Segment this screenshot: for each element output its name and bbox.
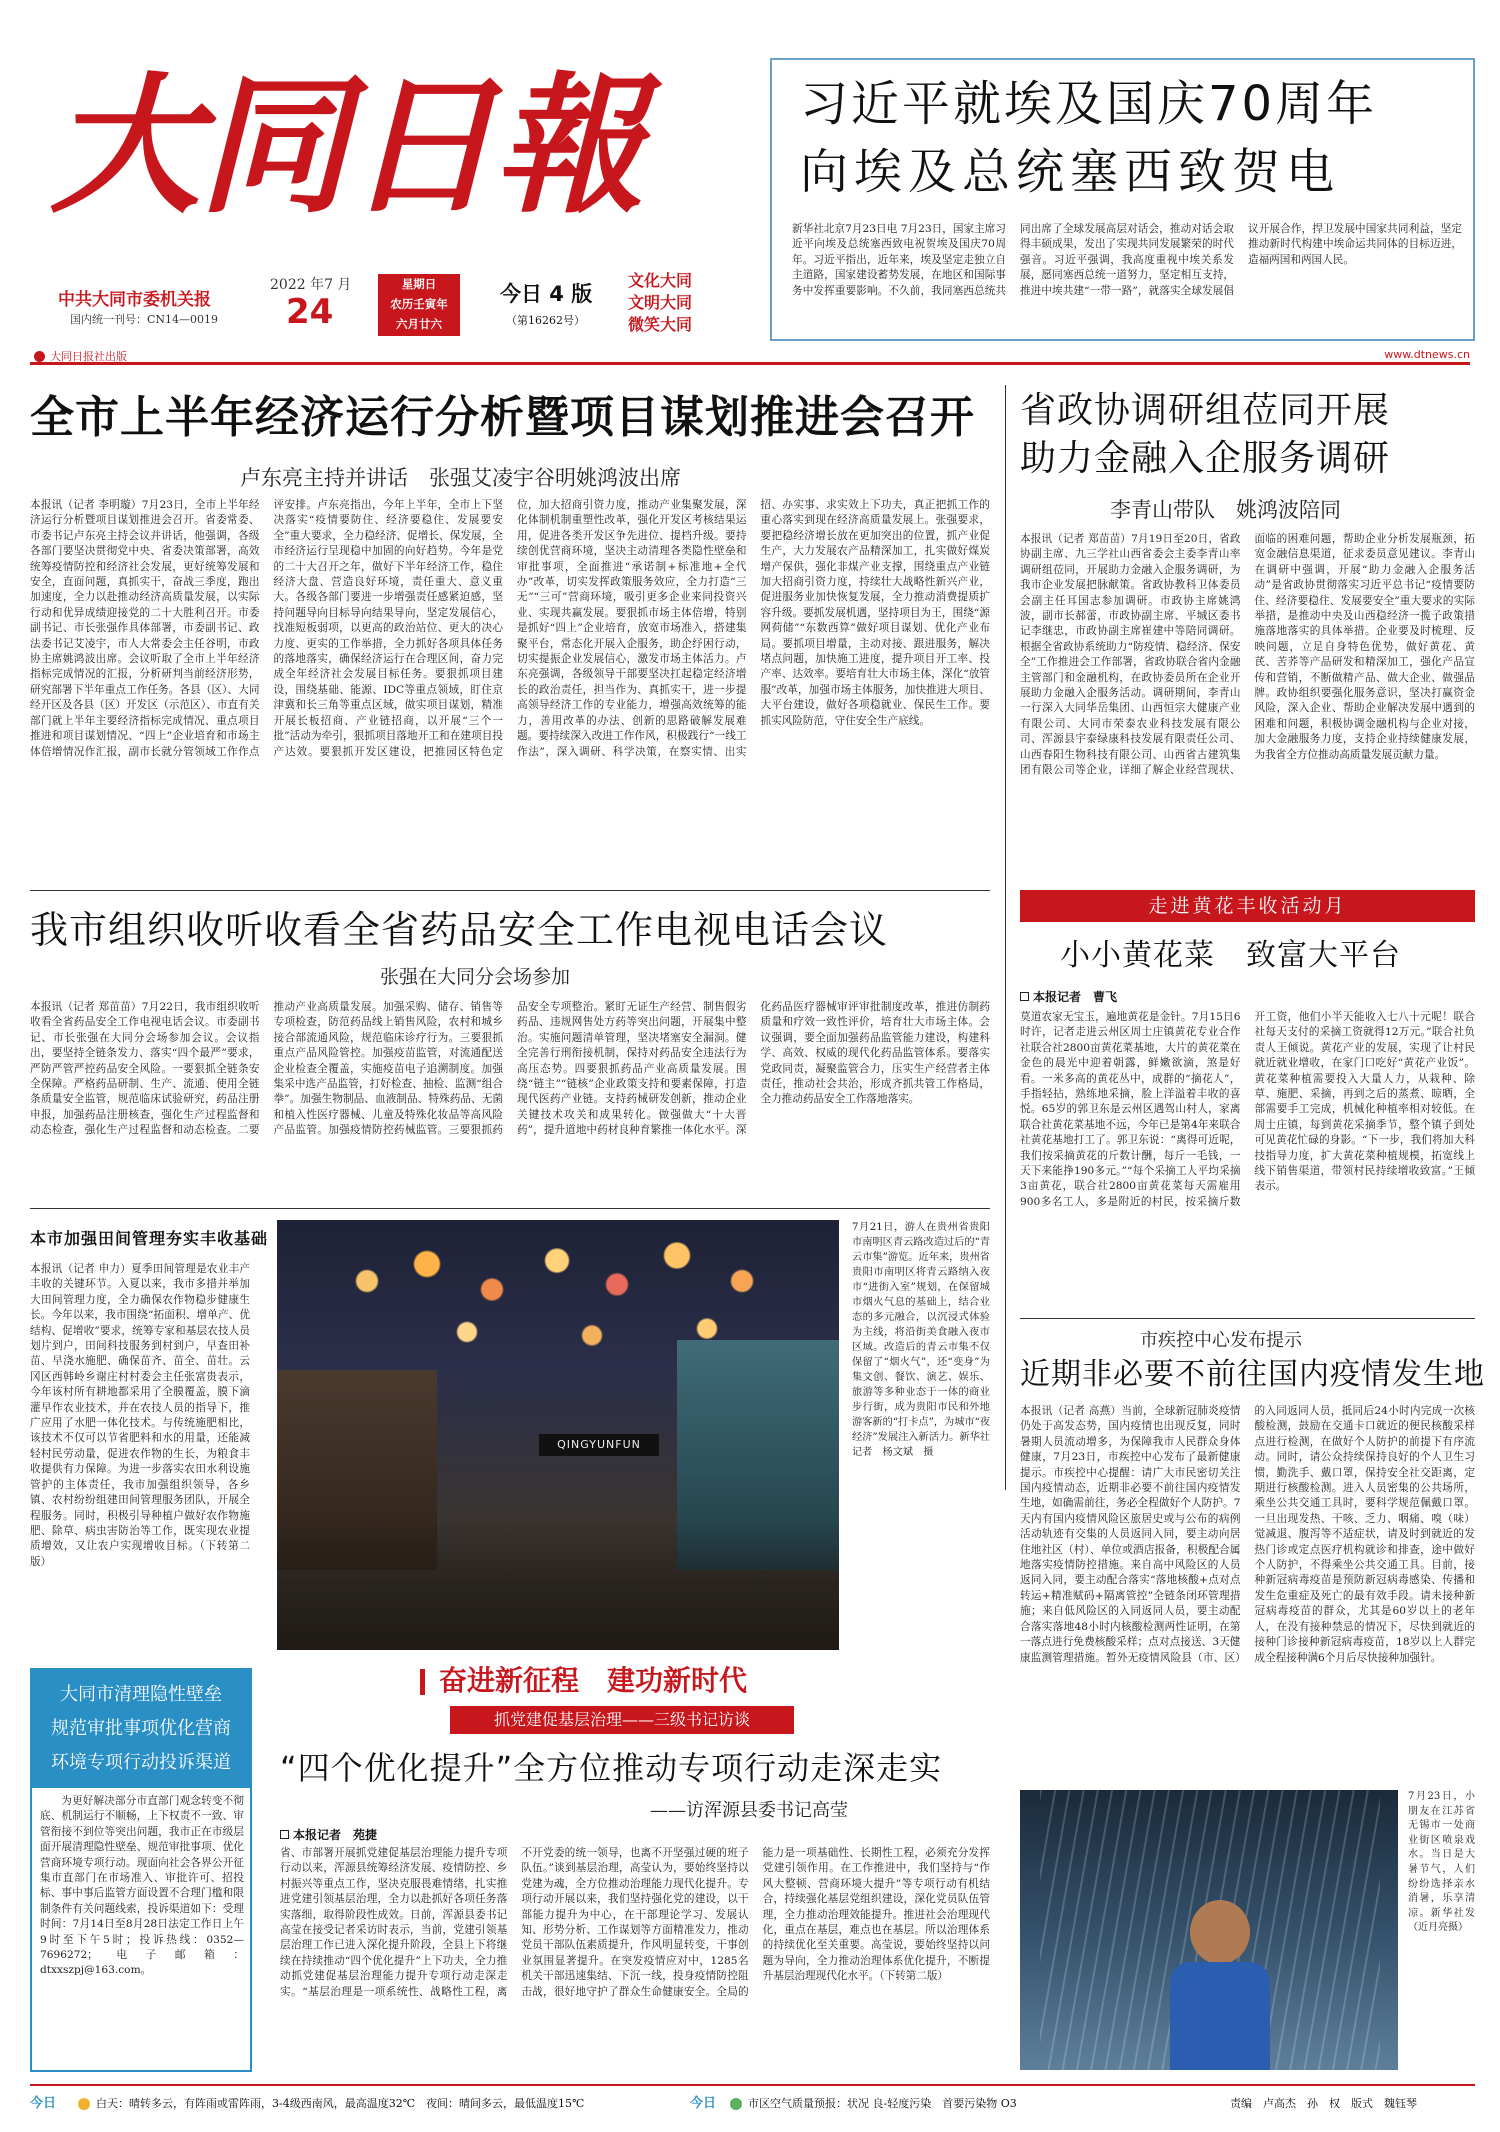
press-label: 大同日报社出版	[50, 350, 127, 363]
right-article-title-line1: 省政协调研组莅同开展	[1020, 390, 1391, 431]
campaign-sub-banner-text: 抓党建促基层治理——三级书记访谈	[493, 1710, 750, 1729]
weather-icon	[78, 2098, 90, 2110]
top-story	[770, 58, 1475, 341]
drug-article-title: 我市组织收听收看全省药品安全工作电视电话会议	[30, 908, 889, 952]
footer-weather: 白天：晴转多云，有阵雨或雷阵雨，3-4级西南风，最高温度32℃ 夜间：晴间多云，最低温度15℃	[96, 2097, 585, 2110]
date-box	[268, 274, 613, 340]
lead-article-body: 本报讯（记者 李明璇）7月23日，全市上半年经济运行分析暨项目谋划推进会召开。省委常委、市委书记卢东亮主持会议并讲话，他强调，各级各部门要坚决贯彻党中央、省委决策部署，高效统筹疫情防控和经济社会发展，更好统筹发展和安全，直面问题，真抓实干，奋战三季度，跑出加速度，全力以赴推动经济高质量发展，以实际行动和优异成绩迎接党的二十大胜利召开。市委副书记、市长张强作具体部署，市委副书记、政法委书记艾凌宇，市人大常委会主任谷明，市政协主席姚鸿波出席。会议听取了全市上半年经济指标完成情况的汇报，分析研判当前经济形势，研究部署下半年重点工作任务。各县（区）、大同经开区及各县（区）开发区（示范区）、市直有关部门就上半年主要经济指标完成情况、重点项目推进和项目谋划情况、“四上”企业培育和市场主体倍增情况作汇报，副市长就分管领域工作作点评安排。卢东亮指出，今年上半年，全市上下坚决落实“疫情要防住、经济要稳住、发展要安全”重大要求，全力稳经济、促增长、保发展，全市经济运行呈现稳中加固的向好趋势。今年是党的二十大召开之年，做好下半年经济工作，稳住经济大盘、营造良好环境，责任重大、意义重大。各级各部门要进一步增强责任感紧迫感，坚持问题导向目标导向结果导向，坚定发展信心，找准短板弱项，以更高的政治站位、更大的决心力度、更实的工作举措，全力抓好各项具体任务的落地落实，确保经济运行在合理区间，奋力完成全年经济社会发展目标任务。要狠抓项目建设，围绕基础、能源、IDC等重点领域，盯住京津冀和长三角等重点区域，做实项目谋划，精准开展长板招商、产业链招商，以开展“三个一批”活动为牵引，狠抓项目落地开工和在建项目投产达效。要狠抓开发区建设，把推园区特色定位，加大招商引资力度，推动产业集聚发展，深化体制机制重塑性改革，强化开发区考核结果运用，促进各类开发区争先进位、提档升级。要持续创优营商环境，坚决主动清理各类隐性壁垒和审批事项，全面推进“承诺制+标准地+全代办”改革，切实发挥政策服务效应，全力打造“三无”“三可”营商环境，吸引更多企业来同投资兴业、实现共赢发展。要狠抓市场主体倍增，特别是抓好“四上”企业培育，放宽市场准入，搭建集聚平台，常态化开展入企服务，助企纾困行动，切实提振企业发展信心，激发市场主体活力。卢东亮强调，各级领导干部要坚决扛起稳定经济增长的政治责任，担当作为、真抓实干，进一步提高领导经济工作的专业能力，增强高效统筹的能力，善用改革的办法、创新的思路破解发展难题。要持续深入改进工作作风，积极践行“一线工作法”，深入调研、科学决策，在察实情、出实招、办实事、求实效上下功夫，真正把抓工作的重心落实到现在经济高质量发展上。张强要求，要把稳经济增长放在更加突出的位置，抓产业促生产，大力发展农产品精深加工，扎实做好煤炭增产保供，强化非煤产业支撑，围绕重点产业链加大招商引资力度，持续壮大战略性新兴产业，促进服务业加快恢复发展，全力推动消费提质扩容升级。要抓发展机遇，坚持项目为王，围绕“源网荷储”“东数西算”做好项目谋划、优化产业布局。要抓项目增量，主动对接、跟进服务，解决堵点问题，加快施工进度，提升项目开工率、投产率、达效率。要培育壮大市场主体，深化“放管服”改革，加强市场主体服务，加快推进大项目、大平台建设，做好各项稳就业、保民生工作。要抓实风险防范，守住安全生产底线。	[30, 499, 990, 758]
huanghua-banner-text: 走进黄花丰收活动月	[1148, 895, 1347, 917]
crowd	[277, 1520, 839, 1650]
campaign-byline	[280, 1826, 377, 1843]
fountain-child-photo	[1020, 1790, 1398, 2070]
huanghua-byline	[1020, 988, 1117, 1005]
epidemic-body: 本报讯（记者 高燕）当前，全球新冠肺炎疫情仍处于高发态势，国内疫情也出现反复，同时暑期人员流动增多，为保障我市人民群众身体健康，7月23日，市疾控中心发布了最新健康提示。市疾控中心提醒：请广大市民密切关注国内疫情动态，近期非必要不前往国内疫情发生地，如确需前往，务必全程做好个人防护。7天内有国内疫情风险区旅居史或与公布的病例活动轨迹有交集的人员返同入同，要主动向居住地社区（村）、单位或酒店报备，积极配合属地落实疫情防控措施。来自高中风险区的人员返同入同，要主动配合落实“落地核酸+点对点转运+精准赋码+隔离管控”全链条闭环管理措施；来自低风险区的入同返同人员，要主动配合落实落地48小时内核酸检测两性证明，在第一落点进行免费核酸采样；点对点接送、3天健康监测管理措施。暂外无疫情风险县（市、区）的入同返同人员，抵同后24小时内完成一次核酸检测，鼓励在交通卡口就近的便民核酸采样点进行检测，在做好个人防护的前提下有序流动。同时，请公众持续保持良好的个人卫生习惯，勤洗手、戴口罩，保持安全社交距离，定期进行核酸检测。进入人员密集的公共场所，乘坐公共交通工具时，要科学规范佩戴口罩。一旦出现发热、干咳、乏力、咽痛、嗅（味）觉减退、腹泻等不适症状，请及时到就近的发热门诊或定点医疗机构就诊和排查，途中做好个人防护，不得乘坐公共交通工具。目前，接种新冠病毒疫苗是预防新冠病毒感染、传播和发生危重症及死亡的最有效手段。请未接种新冠病毒疫苗的群众，尤其是60岁以上的老年人，在没有接种禁忌的情况下，尽快到就近的接种门诊接种新冠病毒疫苗，18岁以上人群完成全程接种满6个月后尽快接种加强针。	[1020, 1405, 1475, 1664]
footer-today-label-2: 今日	[690, 2096, 717, 2111]
weekday: 星期日	[401, 277, 437, 291]
campaign-bar-icon	[420, 1669, 425, 1695]
epidemic-title: 近期非必要不前往国内疫情发生地	[1020, 1357, 1485, 1392]
footer-rule	[30, 2084, 1475, 2086]
slogan-culture: 文化大同	[628, 271, 693, 290]
child-caption: 7月23日，小朋友在江苏省无锡市一处商业街区喷泉戏水。当日是大暑节气，人们纷纷选择亲水消暑，乐享清凉。新华社发（近月亮摄）	[1408, 1791, 1475, 1934]
slogan-smile: 微笑大同	[628, 315, 693, 334]
footer-today-label: 今日	[30, 2096, 57, 2111]
campaign-byline-text: 本报记者 苑捷	[293, 1828, 378, 1842]
huanghua-body: 莫道农家无宝玉，遍地黄花是金针。7月15日6时许，记者走进云州区周士庄镇黄花专业合作社联合社2800亩黄花菜基地，大片的黄花菜在金色的晨光中迎着朝露，鲜嫩欲滴，煞是好看。一米多高的黄花丛中，成群的“摘花人”，手指轻拈，熟练地采摘，脸上洋溢着丰收的喜悦。65岁的郭卫东是云州区遇驾山村人，家离联合社黄花菜基地不远，今年已是第4年来联合社黄花基地打工了。郭卫东说：“离得可近呢，我们按采摘黄花的斤数计酬，每斤一毛钱，一天下来能挣190多元。”“每个采摘工人平均采摘3亩黄花，联合社2800亩黄花菜每天需雇用900多名工人，多是附近的村民，按采摘斤数开工资，他们小半天能收入七八十元呢！联合社每天支付的采摘工资就得12万元。”联合社负责人王倾说。黄花产业的发展，实现了让村民就近就业增收，在家门口吃好“黄花产业饭”。黄花菜种植需要投入大量人力，从栽种、除草、施肥、采摘，再到之后的蒸煮、晾晒，全部需要手工完成，机械化种植率相对较低。在周士庄镇，每到黄花采摘季节，整个镇子到处可见黄花忙碌的身影。“下一步，我们将加大科技指导力度，扩大黄花菜种植规模，拓宽线上线下销售渠道，带领村民持续增收致富。”王倾表示。	[1020, 1011, 1475, 1208]
hidden-barriers-title-line2: 规范审批事项优化营商	[51, 1718, 231, 1739]
campaign-subtitle: ——访浑源县委书记高莹	[650, 1800, 848, 1821]
hidden-barriers-body: 为更好解决部分市直部门观念转变不彻底、机制运行不顺畅，上下权责不一致、审管衔接不到位等突出问题，我市正在市级层面开展清理隐性壁垒、规范审批事项、优化营商环境专项行动。现面向社会各界公开征集市直部门在市场准入、审批许可、招投标、事中事后监管方面设置不合理门槛和限制条件有关问题线索，投诉渠道如下：受理时间：7月14日至8月28日法定工作日上午9时至下午5时；投诉热线：0352—7696272；电子邮箱：dtxxszpj@163.com。	[40, 1795, 244, 1977]
shop-sign: QINGYUNFUN	[539, 1434, 659, 1456]
issue-number: （第16262号）	[506, 314, 585, 327]
lead-article-subtitle: 卢东亮主持并讲话 张强艾凌宇谷明姚鸿波出席	[240, 466, 681, 490]
website[interactable]: www.dtnews.cn	[1384, 348, 1470, 361]
huanghua-byline-text: 本报记者 曹飞	[1033, 990, 1118, 1004]
publisher-label: 中共大同市委机关报	[58, 290, 211, 310]
lunar-year: 农历壬寅年	[390, 297, 448, 311]
top-story-body: 新华社北京7月23日电 7月23日，国家主席习近平向埃及总统塞西致电祝贺埃及国庆70周年。习近平指出，近年来，埃及坚定走独立自主道路，国家建设蓄势发展，在地区和国际事务中发挥重要影响。不久前，我同塞西总统共同出席了全球发展高层对话会，推动对话会取得丰硕成果，发出了实现共同发展繁荣的时代强音。习近平强调，我高度重视中埃关系发展，愿同塞西总统一道努力，坚定相互支持，推进中埃共建“一带一路”，就落实全球发展倡议开展合作，捍卫发展中国家共同利益，坚定推动新时代构建中埃命运共同体的目标迈进，造福两国和两国人民。	[792, 223, 1462, 297]
hidden-barriers-title-line1: 大同市清理隐性壁垒	[60, 1684, 222, 1705]
slogan-civility: 文明大同	[628, 293, 693, 312]
weekday-box	[378, 274, 460, 336]
huanghua-title: 小小黄花菜 致富大平台	[1060, 938, 1401, 973]
drug-article-subtitle: 张强在大同分会场参加	[380, 966, 571, 988]
column-divider	[1005, 385, 1006, 1490]
square-icon	[280, 1830, 289, 1839]
child-body	[1170, 1962, 1270, 2070]
campaign-banner	[420, 1662, 860, 1700]
square-icon	[1020, 992, 1029, 1001]
right-article-body: 本报讯（记者 郑苗苗）7月19日至20日，省政协副主席、九三学社山西省委会主委李青山率调研组莅同，开展助力金融入企服务调研，为我市企业发展把脉献策。省政协教科卫体委员会副主任耳国志参加调研。市政协主席姚鸿波，副市长郝蕾，市政协副主席、平城区委书记李继忠，市政协副主席崔建中等陪同调研。根据全省政协系统助力“防疫情、稳经济、保安全”工作推进会工作部署，省政协联合省内金融主管部门和金融机构，在政协委员所在企业开展助力金融入企服务活动。调研期间，李青山一行深入大同华岳集团、山西恒宗大健康产业有限公司、大同市荣泰农业科技发展有限公司、浑源县宇泰绿康科技发展有限责任公司、山西春阳生物科技有限公司、山西省古建筑集团有限公司等企业，详细了解企业经营现状、面临的困难问题，帮助企业分析发展瓶颈，拓宽金融信息渠道，征求委员意见建议。李青山在调研中强调，开展“助力金融入企服务活动”是省政协贯彻落实习近平总书记“疫情要防住、经济要稳住、发展要安全”重大要求的实际举措，是推动中央及山西稳经济一揽子政策措施落地落实的具体举措。企业要及时梳理、反映问题，立足自身特色优势，做好黄花、黄芪、苦荞等产品研发和精深加工，强化产品宣传和营销，不断做精产品、做大企业、做强品牌。政协组织要强化服务意识，坚决打赢资金风险，深入企业、帮助企业解决发展中遇到的困难和问题，积极协调金融机构与企业对接，加大金融服务力度，支持企业持续健康发展，为我省全方位推动高质量发展贡献力量。	[1020, 533, 1475, 777]
footer	[30, 2092, 1475, 2116]
top-story-title-line2: 向埃及总统塞西致贺电	[800, 144, 1341, 200]
press-icon	[34, 351, 45, 362]
farmland-title: 本市加强田间管理夯实丰收基础	[30, 1229, 269, 1248]
campaign-title: “四个优化提升”全方位推动专项行动走深走实	[280, 1749, 943, 1787]
campaign-body: 省、市部署开展抓党建促基层治理能力提升专项行动以来，浑源县统筹经济发展、疫情防控、乡村振兴等重点工作，坚决克服畏难情绪，扎实推进党建引领基层治理，全力以赴抓好各项任务落实落细，取得阶段性成效。日前，浑源县委书记高莹在接受记者采访时表示，当前，党建引领基层治理工作已进入深化提升阶段，全县上下将继续在持续推动“四个优化提升”上下功夫，全力推动抓党建促基层治理能力提升专项行动走深走实。“基层治理是一项系统性、战略性工程，离不开党委的统一领导，也离不开坚强过硬的班子队伍。”谈到基层治理，高莹认为，要始终坚持以党建为魂，全方位推动治理能力现代化提升。专项行动开展以来，我们坚持强化党的建设，以干部能力提升为中心，在干部理论学习、发展认知、形势分析、工作谋划等方面精准发力，推动党员干部队伍素质提升，作风明显转变，干事创业氛围显著提升。在突发疫情应对中，1285名机关干部迅速集结、下沉一线，投身疫情防控阻击战，很好地守护了群众生命健康安全。全局的能力是一项基础性、长期性工程，必须充分发挥党建引领作用。在工作推进中，我们坚持与“作风大整顿、营商环境大提升”等专项行动有机结合，持续强化基层党组织建设，深化党员队伍管理，全力推动治理效能提升。推进社会治理现代化，重点在基层，难点也在基层。所以治理体系的持续优化至关重要。高莹说，要始终坚持以问题为导向，全力推动治理体系优化提升，不断提升基层治理现代化水平。（下转第二版）	[280, 1847, 990, 1998]
lead-article-title: 全市上半年经济运行分析暨项目谋划推进会召开	[30, 392, 975, 443]
photo-caption: 7月21日，游人在贵州省贵阳市南明区青云路改造过后的“青云市集”游览。近年来，贵州省贵阳市南明区将青云路纳入夜市“进街入室”规划，在保留城市烟火气息的基础上，结合业态的多元融合，以沉浸式体验为主线，将沿街美食融入夜市区域。改造后的青云市集不仅保留了“烟火气”，还“变身”为集文创、餐饮、演艺、娱乐、旅游等多种业态于一体的商业步行街，成为贵阳市民和外地游客新的“打卡点”，为城市“夜经济”发展注入新活力。新华社记者 杨文斌 摄	[852, 1222, 990, 1458]
child-head	[1190, 1900, 1250, 1964]
pages-count: 今日 4 版	[500, 282, 593, 306]
campaign-sub-banner	[450, 1706, 794, 1734]
divider	[30, 890, 990, 891]
footer-air-quality: 市区空气质量预报：状况 良-轻度污染 首要污染物 O3	[748, 2097, 1017, 2110]
top-story-title-line1: 习近平就埃及国庆70周年	[800, 76, 1378, 132]
divider	[30, 1208, 990, 1209]
lunar-day: 六月廿六	[396, 317, 442, 331]
divider	[1020, 1318, 1475, 1319]
hidden-barriers-box	[30, 1668, 252, 2072]
air-quality-icon	[730, 2098, 742, 2110]
hidden-barriers-title	[32, 1670, 250, 1788]
footer-editors: 责编 卢高杰 孙 权 版式 魏钰琴	[1230, 2097, 1417, 2110]
masthead-red-bar	[30, 348, 1470, 365]
hidden-barriers-title-line3: 环境专项行动投诉渠道	[51, 1752, 231, 1773]
market-street-photo	[277, 1220, 839, 1650]
slogans	[628, 270, 692, 336]
year-month: 2022 年7 月	[270, 277, 352, 293]
huanghua-banner	[1020, 890, 1475, 922]
newspaper-logo: 大同日報	[50, 58, 643, 234]
right-article-subtitle: 李青山带队 姚鸿波陪同	[1110, 498, 1341, 522]
drug-article-body: 本报讯（记者 郑苗苗）7月22日，我市组织收听收看全省药品安全工作电视电话会议。市委副书记、市长张强在大同分会场参加会议。会议指出，要坚持全链条发力、落实“四个最严”要求，严防严管严控药品安全风险。一要狠抓全链条安全保障。严格药品研制、生产、流通、使用全链条质量安全监管，规范临床试验研究，药品注册申报，加强药品注册核查，强化生产过程监督和动态检查，强化生产过程监督和动态检查。二要推动产业高质量发展。加强采购、储存、销售等专项检查，防范药品线上销售风险，农村和城乡接合部流通风险，规范临床诊疗行为。三要狠抓重点产品风险管控。加强疫苗监管，对流通配送企业检查全覆盖，实施疫苗电子追溯制度。加强集采中选产品监管，打好检查、抽检、监测“组合拳”。加强生物制品、血液制品、特殊药品、无菌和植入性医疗器械、儿童及特殊化妆品等高风险产品监管。加强疫情防控药械监管。三要狠抓药品安全专项整治。紧盯无证生产经营、制售假劣药品、违规网售处方药等突出问题，开展集中整治。实施问题清单管理，坚决堵塞安全漏洞。健全完善行刑衔接机制，保持对药品安全违法行为高压态势。四要狠抓药品产业高质量发展。围绕“链主”“链核”企业政策支持和要素保障，打造现代医药产业链。支持药械研发创新，推动企业关键技术攻关和成果转化。做强做大“十大晋药”，提升道地中药材良种育繁推一体化水平。深化药品医疗器械审评审批制度改革，推进仿制药质量和疗效一致性评价，培育壮大市场主体。会议强调，要全面加强药品监管能力建设，构建科学、高效、权威的现代化药品监管体系。要落实党政同责，凝聚监管合力，压实生产经营者主体责任，推动社会共治，形成齐抓共管工作格局，全力推动药品安全工作落地落实。	[30, 1001, 990, 1137]
issn-label: 国内统一刊号：CN14—0019	[70, 313, 219, 326]
epidemic-kicker: 市疾控中心发布提示	[1140, 1330, 1302, 1351]
farmland-body: 本报讯（记者 申力）夏季田间管理是农业丰产丰收的关键环节。入夏以来，我市多措并举加大田间管理力度，全力确保农作物稳步健康生长。今年以来，我市围绕“拓面积、增单产、优结构、促增收”要求，统筹专家和基层农技人员划片到户，田间科技服务到村到户，早查田补苗、早浇水施肥、确保苗齐、苗全、苗壮。云冈区西韩岭乡谢庄村村委会主任张富贵表示，今年该村所有耕地都采用了全膜覆盖，膜下滴灌早作农业技术，并在农技人员的指导下，推广应用了水肥一体化技术。与传统施肥相比，该技术不仅可以节省肥料和水的用量，还能减轻村民劳动量，促进农作物的生长，为粮食丰收提供有力保障。为进一步落实农田水利设施管护的主体责任，我市加强组织领导，各乡镇、农村纷纷组建田间管理服务团队，开展全程服务。同时，积极引导种植户做好农作物施肥、除草、病虫害防治等工作，既实现农业提质增效，又让农户实现增收目标。（下转第二版）	[30, 1263, 250, 1568]
campaign-banner-text: 奋进新征程 建功新时代	[439, 1664, 748, 1697]
right-article-title-line2: 助力金融入企服务调研	[1020, 438, 1391, 479]
day-number: 24	[286, 292, 334, 332]
